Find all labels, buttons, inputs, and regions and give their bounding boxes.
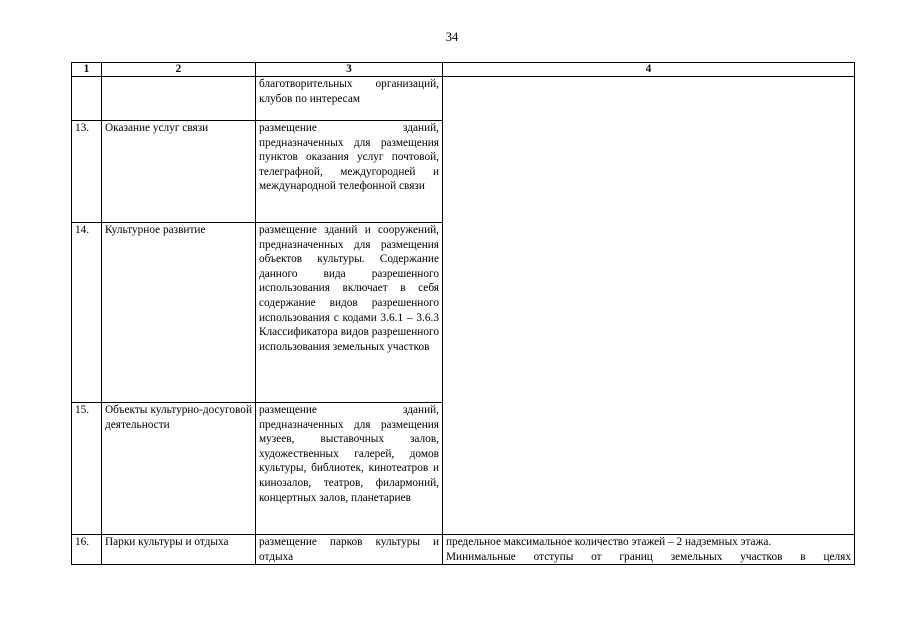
row-params-merged xyxy=(443,77,855,535)
row-number xyxy=(72,77,102,121)
column-header-2: 2 xyxy=(102,63,256,77)
table-row xyxy=(72,77,855,121)
row-number: 13. xyxy=(72,121,102,223)
row-description: благотворительных организаций, клубов по интересам xyxy=(256,77,443,121)
row-params xyxy=(443,535,855,565)
table-header-row xyxy=(72,63,855,77)
row-description: размещение зданий и сооружений, предназначенных для размещения объектов культуры. Содержание данного вида разрешенного использования включает в себя содержание видов разрешенного использования с кодами 3.6.1 – 3.6.3 Классификатора видов разрешенного использования земельных участков xyxy=(256,223,443,403)
params-line-2: Минимальные отступы от границ земельных участков в целях xyxy=(446,550,851,563)
row-name: Парки культуры и отдыха xyxy=(102,535,256,565)
row-description: размещение зданий, предназначенных для размещения музеев, выставочных залов, художественных галерей, домов культуры, библиотек, кинотеатров и кинозалов, театров, филармоний, концертных залов, планетариев xyxy=(256,403,443,535)
column-header-4: 4 xyxy=(443,63,855,77)
row-number: 16. xyxy=(72,535,102,565)
row-name: Объекты культурно-досуговой деятельности xyxy=(102,403,256,535)
row-name: Оказание услуг связи xyxy=(102,121,256,223)
column-header-3: 3 xyxy=(256,63,443,77)
column-header-1: 1 xyxy=(72,63,102,77)
row-description: размещение парков культуры и отдыха xyxy=(256,535,443,565)
row-description: размещение зданий, предназначенных для размещения пунктов оказания услуг почтовой, телеграфной, междугородней и международной телефонной связи xyxy=(256,121,443,223)
row-name xyxy=(102,77,256,121)
row-number: 14. xyxy=(72,223,102,403)
document-table xyxy=(71,62,855,565)
page-number: 34 xyxy=(445,30,459,44)
params-line-1: предельное максимальное количество этажей – 2 надземных этажа. xyxy=(446,536,772,548)
row-number: 15. xyxy=(72,403,102,535)
row-name: Культурное развитие xyxy=(102,223,256,403)
table-row xyxy=(72,535,855,565)
